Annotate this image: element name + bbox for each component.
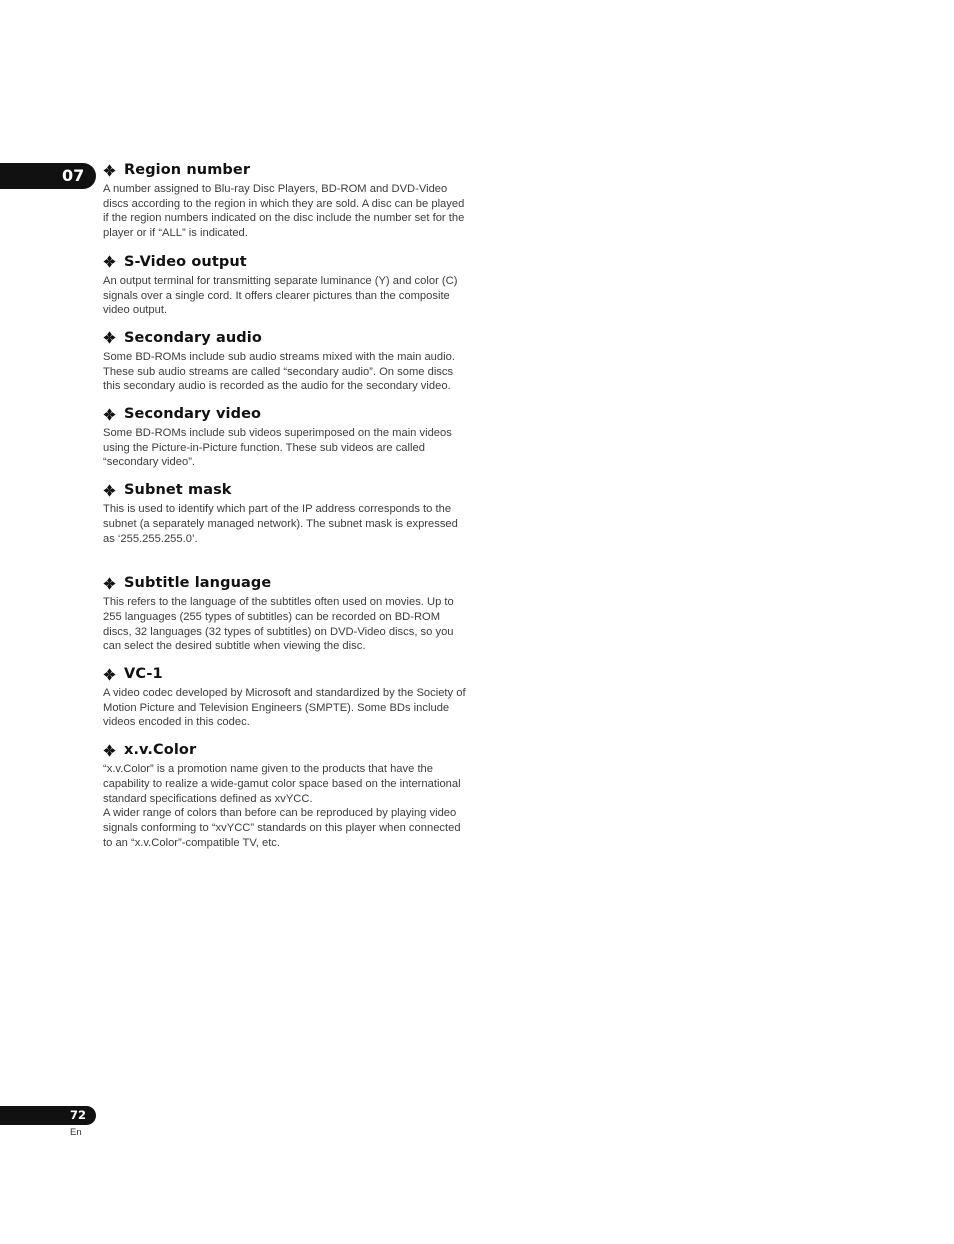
diamond-bullet-icon <box>103 668 116 681</box>
entry-title: x.v.Color <box>124 742 197 759</box>
entry-heading <box>103 478 468 502</box>
glossary-entry <box>103 326 468 394</box>
entry-description: A number assigned to Blu-ray Disc Players, BD-ROM and DVD-Video discs according to the region in which they are sold. A disc can be played if the region numbers indicated on the disc include the number set for the player or if “ALL” is indicated. <box>103 183 465 240</box>
entry-heading <box>103 326 468 350</box>
diamond-bullet-icon <box>103 164 116 177</box>
entry-description: “x.v.Color” is a promotion name given to the products that have the capability to realize a wide-gamut color space based on the international standard specifications defined as xvYCC. <box>103 763 461 805</box>
language-label: En <box>70 1127 82 1138</box>
glossary-entry <box>103 158 468 241</box>
entry-title: Subnet mask <box>124 482 232 499</box>
diamond-bullet-icon <box>103 408 116 421</box>
glossary-entry <box>103 250 468 318</box>
diamond-bullet-icon <box>103 744 116 757</box>
glossary-entry <box>103 662 468 730</box>
entry-heading <box>103 571 468 595</box>
entry-title: Secondary audio <box>124 329 262 346</box>
diamond-bullet-icon <box>103 484 116 497</box>
entry-title: VC-1 <box>124 666 163 683</box>
entry-heading <box>103 158 468 182</box>
diamond-bullet-icon <box>103 331 116 344</box>
entry-description: Some BD-ROMs include sub videos superimposed on the main videos using the Picture-in-Picture function. These sub videos are called “secondary video”. <box>103 427 452 469</box>
entry-title: Secondary video <box>124 406 262 423</box>
glossary-entry <box>103 478 468 546</box>
entry-heading <box>103 662 468 686</box>
diamond-bullet-icon <box>103 255 116 268</box>
entry-description: Some BD-ROMs include sub audio streams mixed with the main audio. These sub audio streams are called “secondary audio”. On some discs this secondary audio is recorded as the audio for the secondary video. <box>103 350 455 393</box>
page-number-tab: 72 <box>0 1106 96 1125</box>
glossary-entry <box>103 571 468 654</box>
entry-heading <box>103 402 468 426</box>
entry-heading <box>103 738 468 762</box>
glossary-entry <box>103 402 468 470</box>
entry-description: This is used to identify which part of the IP address corresponds to the subnet (a separately managed network). The subnet mask is expressed as ‘255.255.255.0’. <box>103 503 458 545</box>
glossary-entry <box>103 738 468 850</box>
entry-description: A video codec developed by Microsoft and standardized by the Society of Motion Picture and Television Engineers (SMPTE). Some BDs include videos encoded in this codec. <box>103 687 466 729</box>
entry-title: Subtitle language <box>124 575 272 592</box>
entry-heading <box>103 250 468 274</box>
chapter-number-tab: 07 <box>0 163 96 189</box>
entry-description: A wider range of colors than before can be reproduced by playing video signals conforming to “xvYCC” standards on this player when connected to an “x.v.Color”-compatible TV, etc. <box>103 807 461 849</box>
entry-title: Region number <box>124 162 251 178</box>
entry-title: S-Video output <box>124 253 247 270</box>
diamond-bullet-icon <box>103 577 116 590</box>
glossary-content <box>103 158 468 850</box>
entry-description: An output terminal for transmitting separate luminance (Y) and color (C) signals over a single cord. It offers clearer pictures than the composite video output. <box>103 274 458 317</box>
entry-description: This refers to the language of the subtitles often used on movies. Up to 255 languages (255 types of subtitles) can be recorded on BD-ROM discs, 32 languages (32 types of subtitles) on DVD-Video discs, so you can select the desired subtitle when viewing the disc. <box>103 596 454 653</box>
